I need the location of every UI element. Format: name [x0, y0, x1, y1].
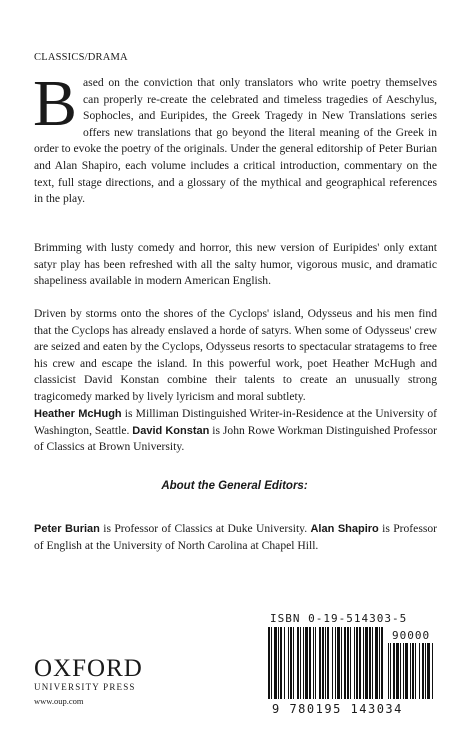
publisher-block — [34, 656, 174, 706]
publisher-logo: OXFORD — [34, 655, 143, 682]
play-summary: Brimming with lusty comedy and horror, this new version of Euripides' only extant satyr play has been refreshed with all the salty humor, vigorous music, and dramatic shapeliness available in modern American English. — [34, 241, 437, 288]
editor-bios — [34, 521, 437, 554]
plot-summary: Driven by storms onto the shores of the Cyclops' island, Odysseus and his men find that the Cyclops has already enslaved a horde of satyrs. When some of Odysseus' crew are seized and eaten by the Cyclops, Odysseus resorts to spectacular stratagems to free his crew and escape the island. In this powerful work, poet Heather McHugh and classicist David Konstan combine their talents to create an unusually strong tragicomedy marked by lively lyricism and moral subtlety. — [34, 307, 437, 403]
editor-bio-1: is Professor of Classics at Duke University. — [99, 522, 311, 535]
series-description-text: ased on the conviction that only translators who write poetry themselves can properly re-create the celebrated and timeless tragedies of Aeschylus, Sophocles, and Euripides, the Greek Tragedy in New Translations series offers new translations that go beyond the literal meaning of the Greek in order to evoke the poetry of the originals. Under the general editorship of Peter Burian and Alan Shapiro, each volume includes a critical introduction, commentary on the text, full stage directions, and a glossary of the mythical and geographical references in the play. — [34, 76, 437, 206]
publisher-press: UNIVERSITY PRESS — [34, 682, 136, 692]
barcode-ean-digits: 9 780195 143034 — [272, 702, 403, 716]
author-bio-2: is John Rowe Workman Distinguished Professor of Classics at Brown University. — [34, 423, 437, 454]
series-description — [33, 67, 437, 208]
category-label: CLASSICS/DRAMA — [34, 52, 128, 63]
editors-heading: About the General Editors: — [161, 480, 308, 492]
barcode-addon-digits: 90000 — [392, 629, 431, 642]
author-bios — [34, 406, 437, 456]
author-name-1: Heather McHugh — [34, 408, 122, 420]
drop-cap: B — [33, 67, 78, 140]
isbn-label: ISBN 0-19-514303-5 — [270, 612, 408, 625]
barcode-block — [262, 612, 438, 722]
editor-name-1: Peter Burian — [34, 523, 100, 535]
author-name-2: David Konstan — [132, 424, 210, 437]
editor-bio-2: is Professor of English at the University of North Carolina at Chapel Hill. — [34, 522, 437, 552]
publisher-url: www.oup.com — [34, 696, 84, 706]
author-bio-1: is Milliman Distinguished Writer-in-Residence at the University of Washington, Seattle. — [34, 407, 437, 437]
editor-name-2: Alan Shapiro — [310, 523, 379, 535]
